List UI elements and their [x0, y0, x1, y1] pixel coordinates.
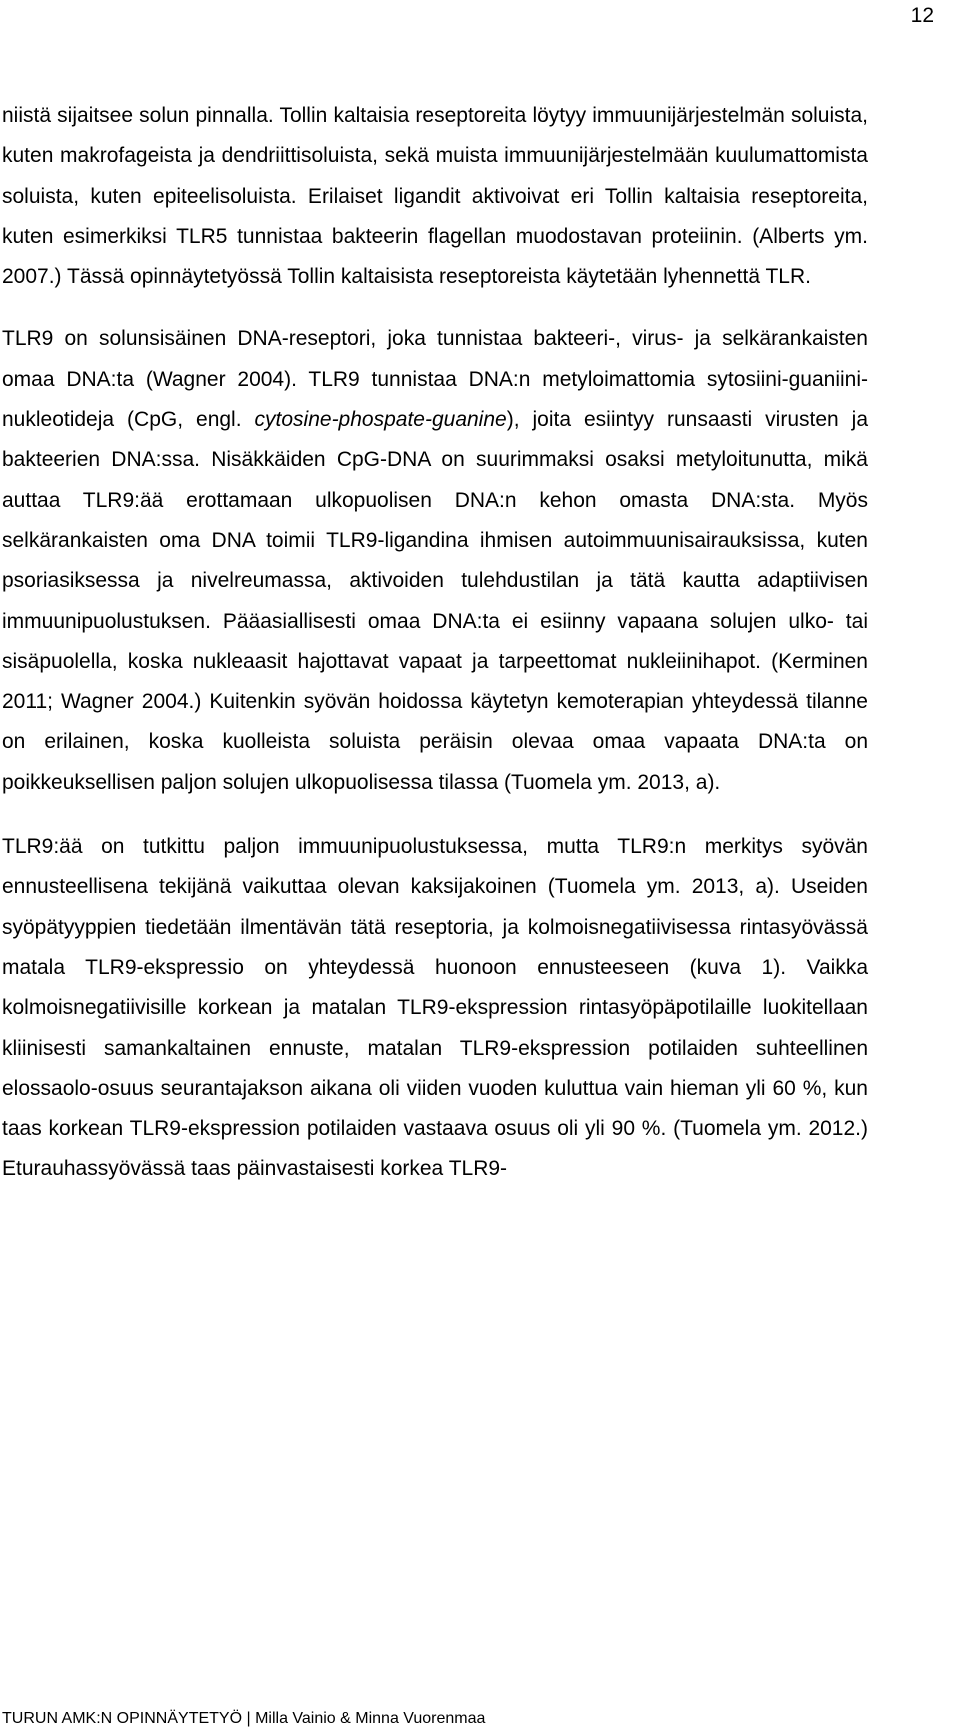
page-number: 12: [910, 4, 934, 27]
body-text: [0, 96, 868, 1190]
paragraph-2: [2, 319, 868, 803]
paragraph-2-italic-term: cytosine-phospate-guanine: [254, 408, 507, 432]
paragraph-1: [2, 96, 868, 297]
paragraph-2-run-3: ), joita esiintyy runsaasti virusten ja bakteerien DNA:ssa. Nisäkkäiden CpG-DNA on suurimmaksi osaksi metyloitunutta, mikä auttaa TLR9:ää erottamaan ulkopuolisen DNA:n kehon omasta DNA:sta. Myös selkärankaisten oma DNA toimii TLR9-ligandina ihmisen autoimmuunisairauksissa, kuten psoriasiksessa ja nivelreumassa, aktivoiden tulehdustilan ja tätä kautta adaptiivisen immuunipuolustuksen. Pääasiallisesti omaa DNA:ta ei esiinny vapaana solujen ulko- tai sisäpuolella, koska nukleaasit hajottavat vapaat ja tarpeettomat nukleiinihapot. (Kerminen 2011; Wagner 2004.) Kuitenkin syövän hoidossa käytetyn kemoterapian yhteydessä tilanne on erilainen, koska kuolleista soluista peräisin olevaa omaa vapaata DNA:ta on poikkeuksellisen paljon solujen ulkopuolisessa tilassa (Tuomela ym. 2013, a).: [2, 408, 868, 794]
paragraph-3: [2, 827, 868, 1190]
paragraph-2-run-1: TLR9 on solunsisäinen DNA-reseptori, joka tunnistaa bakteeri-, virus- ja selkärankaisten omaa DNA:ta (Wagner 2004). TLR9 tunnistaa DNA:n metyloimattomia sytosiini-guaniini-nukleotideja (CpG, engl.: [2, 327, 868, 432]
paragraph-3-run-1: TLR9:ää on tutkittu paljon immuunipuolustuksessa, mutta TLR9:n merkitys syövän ennusteellisena tekijänä vaikuttaa olevan kaksijakoinen (Tuomela ym. 2013, a). Useiden syöpätyyppien tiedetään ilmentävän tätä reseptoria, ja kolmoisnegatiivisessa rintasyövässä matala TLR9-ekspressio on yhteydessä huonoon ennusteeseen (kuva 1). Vaikka kolmoisnegatiivisille korkean ja matalan TLR9-ekspression rintasyöpäpotilaille luokitellaan kliinisesti samankaltainen ennuste, matalan TLR9-ekspression potilaiden suhteellinen elossaolo-osuus seurantajakson aikana oli viiden vuoden kuluttua vain hieman yli 60 %, kun taas korkean TLR9-ekspression potilaiden vastaava osuus oli yli 90 %. (Tuomela ym. 2012.) Eturauhassyövässä taas päinvastaisesti korkea TLR9-: [2, 835, 868, 1181]
paragraph-1-run-1: niistä sijaitsee solun pinnalla. Tollin kaltaisia reseptoreita löytyy immuunijärjestelmän soluista, kuten makrofageista ja dendriittisoluista, sekä muista immuunijärjestelmään kuulumattomista soluista, kuten epiteelisoluista. Erilaiset ligandit aktivoivat eri Tollin kaltaisia reseptoreita, kuten esimerkiksi TLR5 tunnistaa bakteerin flagellan muodostavan proteiinin. (Alberts ym. 2007.) Tässä opinnäytetyössä Tollin kaltaisista reseptoreista käytetään lyhennettä TLR.: [2, 104, 868, 289]
footer: TURUN AMK:N OPINNÄYTETYÖ | Milla Vainio & Minna Vuorenmaa: [2, 1710, 486, 1727]
